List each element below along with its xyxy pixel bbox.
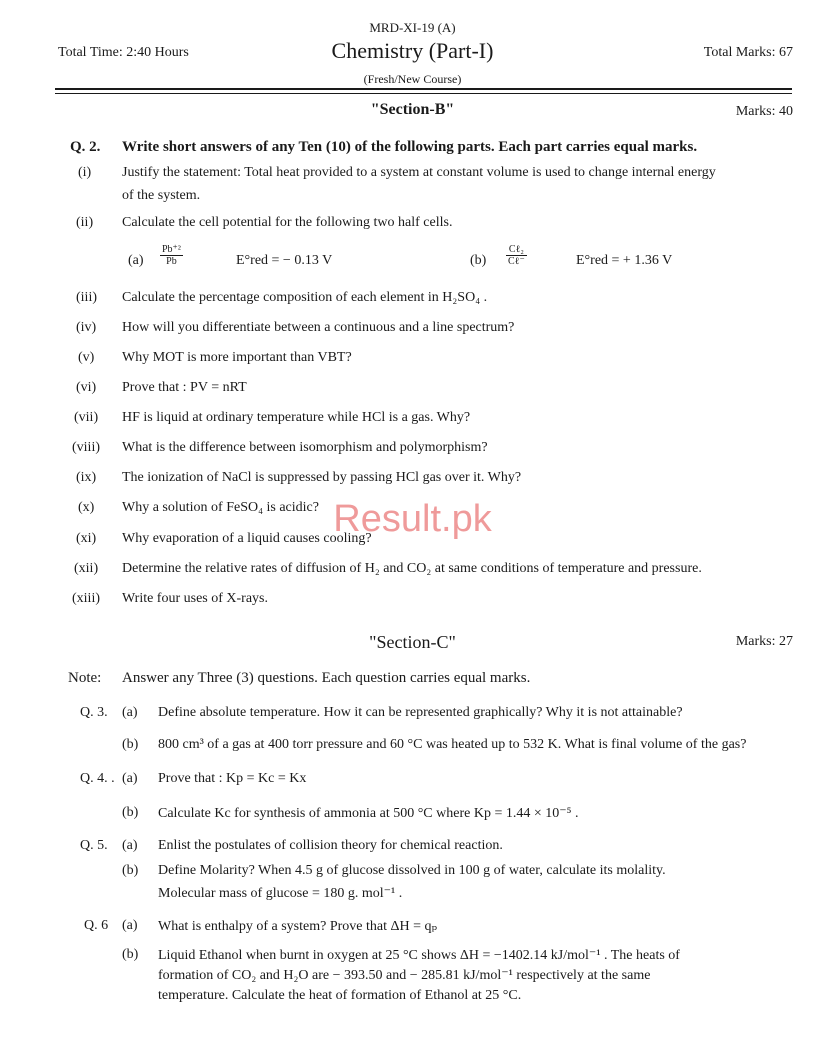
sub-part-text-continued: temperature. Calculate the heat of formation of Ethanol at 25 °C. bbox=[158, 988, 522, 1003]
part-text: Justify the statement: Total heat provided to a system at constant volume is used to change internal energy bbox=[122, 165, 716, 180]
paper-code: MRD-XI-19 (A) bbox=[369, 20, 456, 35]
sub-part-text: Calculate Kc for synthesis of ammonia at 500 °C where Kp = 1.44 × 10⁻⁵ . bbox=[158, 806, 579, 821]
part-text: HF is liquid at ordinary temperature while HCl is a gas. Why? bbox=[122, 410, 471, 425]
half-cell-a-denominator: Pb bbox=[166, 256, 177, 267]
part-number: (ii) bbox=[76, 215, 94, 230]
sub-part-text: Enlist the postulates of collision theory for chemical reaction. bbox=[158, 838, 503, 853]
part-text: What is the difference between isomorphism and polymorphism? bbox=[122, 440, 488, 455]
sub-part-label: (b) bbox=[122, 947, 139, 962]
note-text: Answer any Three (3) questions. Each question carries equal marks. bbox=[122, 670, 531, 686]
part-number: (vi) bbox=[76, 380, 97, 395]
header-divider bbox=[55, 88, 792, 90]
part-number: (viii) bbox=[72, 440, 100, 455]
sub-part-text: Prove that : Kp = Kc = Kx bbox=[158, 771, 307, 786]
part-number: (xiii) bbox=[72, 591, 100, 606]
part-number: (ix) bbox=[76, 470, 97, 485]
part-text: Write four uses of X-rays. bbox=[122, 591, 269, 606]
sub-part-label: (a) bbox=[122, 771, 138, 786]
question-instruction: Write short answers of any Ten (10) of the following parts. Each part carries equal marks. bbox=[122, 139, 698, 155]
total-marks: Total Marks: 67 bbox=[703, 45, 793, 60]
part-text: Why MOT is more important than VBT? bbox=[122, 350, 352, 365]
question-number: Q. 6 bbox=[84, 918, 109, 933]
watermark-text: Result.pk bbox=[333, 498, 492, 540]
part-number: (iii) bbox=[76, 290, 97, 305]
part-number: (xi) bbox=[76, 531, 97, 546]
part-number: (v) bbox=[78, 350, 95, 365]
half-cell-a-potential: E°red = − 0.13 V bbox=[236, 253, 333, 268]
part-number: (iv) bbox=[76, 320, 97, 335]
part-text-continued: of the system. bbox=[122, 188, 201, 203]
section-b-marks: Marks: 40 bbox=[735, 104, 793, 119]
section-b-title: "Section-B" bbox=[370, 101, 455, 118]
question-number: Q. 2. bbox=[70, 139, 101, 155]
half-cell-a-numerator: Pb⁺² bbox=[162, 244, 181, 255]
part-text: The ionization of NaCl is suppressed by passing HCl gas over it. Why? bbox=[122, 470, 522, 485]
total-time: Total Time: 2:40 Hours bbox=[58, 45, 189, 60]
sub-part-label: (b) bbox=[122, 805, 139, 820]
part-text: Why a solution of FeSO₄ is acidic? bbox=[122, 500, 319, 515]
part-text: Why evaporation of a liquid causes cooling? bbox=[122, 531, 372, 546]
part-number: (i) bbox=[78, 165, 92, 180]
half-cell-a-label: (a) bbox=[128, 253, 144, 268]
sub-part-text: What is enthalpy of a system? Prove that ΔH = qₚ bbox=[158, 919, 438, 934]
part-number: (x) bbox=[78, 500, 95, 515]
question-number: Q. 5. bbox=[80, 838, 108, 853]
part-text: How will you differentiate between a continuous and a line spectrum? bbox=[122, 320, 515, 335]
part-text: Calculate the percentage composition of each element in H₂SO₄ . bbox=[122, 290, 488, 305]
half-cell-b-label: (b) bbox=[470, 253, 487, 268]
half-cell-b-fraction bbox=[506, 244, 527, 267]
sub-part-text-continued: Molecular mass of glucose = 180 g. mol⁻¹ . bbox=[158, 886, 403, 901]
sub-part-label: (a) bbox=[122, 838, 138, 853]
sub-part-label: (b) bbox=[122, 863, 139, 878]
paper-subtitle: (Fresh/New Course) bbox=[363, 72, 462, 86]
half-cell-b-numerator: Cℓ₂ bbox=[506, 244, 527, 256]
half-cell-b-denominator: Cℓ⁻ bbox=[508, 256, 525, 267]
sub-part-text: Define absolute temperature. How it can be represented graphically? Why it is not attainable? bbox=[158, 705, 683, 720]
part-text: Calculate the cell potential for the following two half cells. bbox=[122, 215, 453, 230]
sub-part-label: (a) bbox=[122, 705, 138, 720]
sub-part-label: (b) bbox=[122, 737, 139, 752]
sub-part-text-continued: formation of CO₂ and H₂O are − 393.50 and − 285.81 kJ/mol⁻¹ respectively at the same bbox=[158, 968, 651, 983]
sub-part-text: Liquid Ethanol when burnt in oxygen at 25 °C shows ΔH = −1402.14 kJ/mol⁻¹ . The heats of bbox=[158, 948, 680, 963]
half-cell-a-fraction bbox=[160, 244, 183, 267]
question-number: Q. 3. bbox=[80, 705, 108, 720]
part-text: Determine the relative rates of diffusion of H₂ and CO₂ at same conditions of temperature and pressure. bbox=[122, 561, 702, 576]
sub-part-label: (a) bbox=[122, 918, 138, 933]
paper-title: Chemistry (Part-I) bbox=[331, 38, 494, 63]
sub-part-text: 800 cm³ of a gas at 400 torr pressure and 60 °C was heated up to 532 K. What is final volume of the gas? bbox=[158, 737, 747, 752]
part-text: Prove that : PV = nRT bbox=[122, 380, 247, 395]
half-cell-b-potential: E°red = + 1.36 V bbox=[576, 253, 673, 268]
section-c-marks: Marks: 27 bbox=[735, 634, 793, 649]
part-number: (vii) bbox=[74, 410, 99, 425]
header-divider-thin bbox=[55, 93, 792, 94]
sub-part-text: Define Molarity? When 4.5 g of glucose dissolved in 100 g of water, calculate its molality. bbox=[158, 863, 666, 878]
section-c-title: "Section-C" bbox=[369, 632, 456, 652]
note-label: Note: bbox=[68, 670, 102, 686]
part-number: (xii) bbox=[74, 561, 99, 576]
question-number: Q. 4. . bbox=[80, 771, 115, 786]
